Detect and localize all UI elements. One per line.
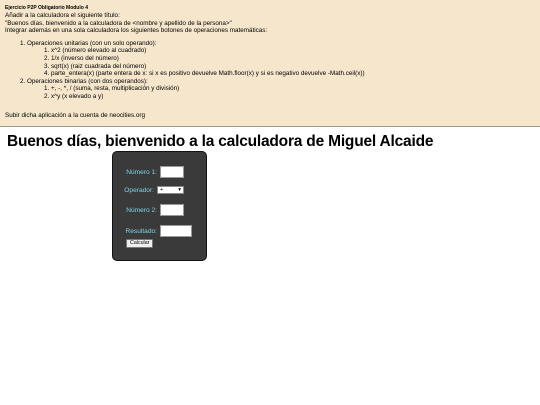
result-field[interactable] (160, 225, 192, 237)
list-item: 3. sqrt(x) (raiz cuadrada del número) (44, 62, 147, 70)
calculate-button[interactable]: Calcular (126, 239, 153, 248)
calculator-panel (112, 151, 207, 261)
exercise-description (0, 0, 540, 127)
number1-input[interactable] (160, 166, 184, 178)
unary-operations-group (5, 40, 540, 78)
list-item: 1. +, -, *, / (suma, resta, multiplicación y división) (44, 85, 180, 93)
operator-value: + (160, 187, 164, 193)
exercise-line: Integrar además en una sola calculadora los siguientes botones de operaciones matemáticas: (5, 27, 268, 35)
operator-row (124, 186, 184, 194)
number1-label: Número 1: (126, 168, 157, 176)
result-label: Resultado: (125, 227, 157, 235)
number1-row (126, 166, 184, 178)
operator-label: Operador: (124, 186, 154, 194)
exercise-line: "Buenos días, bienvenido a la calculadora de <nombre y apellido de la persona>" (5, 19, 232, 27)
divider (0, 126, 540, 127)
exercise-line: Añadir a la calculadora el siguiente título: (5, 12, 120, 19)
list-item: 2. x^y (x elevado a y) (44, 92, 104, 100)
chevron-down-icon: ▾ (178, 187, 181, 193)
binary-operations-group (5, 78, 540, 101)
page-title: Buenos días, bienvenido a la calculadora de Miguel Alcaide (7, 133, 434, 150)
exercise-final-line: Subir dicha aplicación a la cuenta de neocities.org (5, 112, 146, 119)
operator-select[interactable] (157, 186, 184, 194)
list-item: 4. parte_entera(x) (parte entera de x: si x es positivo devuelve Math.floor(x) y si es negativo devuelve -Math.ceil(x)) (44, 70, 365, 78)
group-label: 1. Operaciones unitarias (con un solo operando): (20, 39, 157, 47)
list-item: 1. x^2 (número elevado al cuadrado) (44, 47, 147, 55)
list-item: 2. 1/x (inverso del número) (44, 54, 119, 62)
result-row (125, 225, 192, 237)
number2-input[interactable] (160, 204, 184, 216)
number2-label: Número 2: (126, 206, 157, 214)
exercise-title: Ejercicio P2P Obligatorio Modulo 4 (5, 5, 88, 11)
group-label: 2. Operaciones binarias (con dos operandos): (20, 77, 148, 85)
number2-row (126, 204, 184, 216)
